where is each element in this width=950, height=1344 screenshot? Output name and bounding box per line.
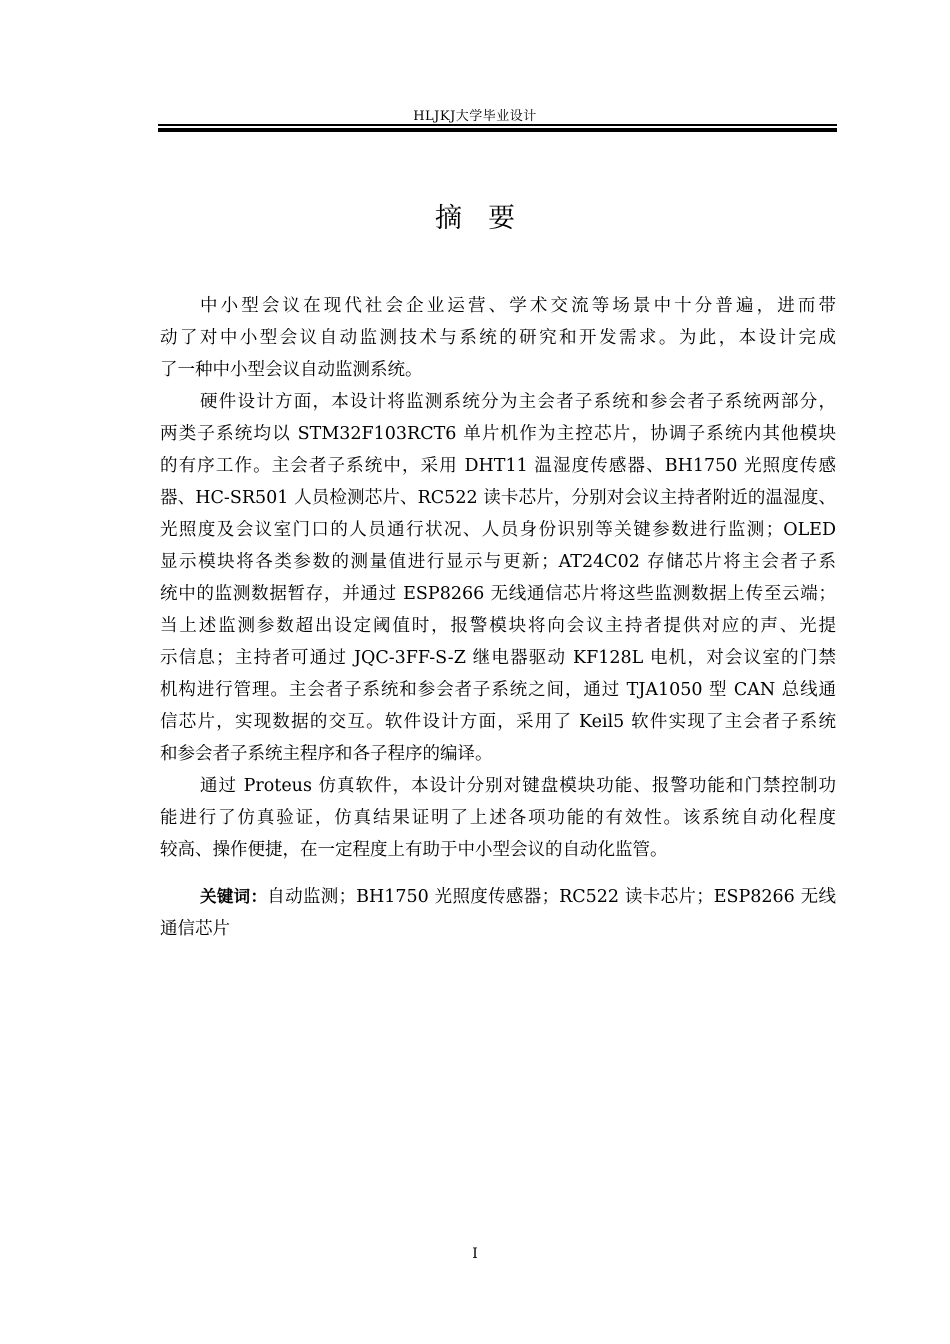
page-number: I — [472, 1246, 478, 1262]
text-line: 信芯片，实现数据的交互。软件设计方面，采用了 Keil5 软件实现了主会者子系统 — [160, 712, 836, 732]
text-line: 当上述监测参数超出设定阈值时，报警模块将向会议主持者提供对应的声、光提 — [160, 616, 836, 636]
text-line: 能进行了仿真验证，仿真结果证明了上述各项功能的有效性。该系统自动化程度 — [160, 808, 836, 828]
abstract-paragraph-1 — [160, 290, 836, 386]
text-line: 和参会者子系统主程序和各子程序的编译。 — [160, 744, 493, 764]
text-line: 动了对中小型会议自动监测技术与系统的研究和开发需求。为此，本设计完成 — [160, 328, 836, 348]
text-line: 了一种中小型会议自动监测系统。 — [160, 360, 423, 380]
running-header: HLJKJ大学毕业设计 — [413, 109, 537, 124]
text-line: 显示模块将各类参数的测量值进行显示与更新；AT24C02 存储芯片将主会者子系 — [160, 552, 836, 572]
text-line: 较高、操作便捷，在一定程度上有助于中小型会议的自动化监管。 — [160, 840, 668, 860]
text-line: 统中的监测数据暂存，并通过 ESP8266 无线通信芯片将这些监测数据上传至云端； — [160, 584, 836, 604]
text-line: 示信息；主持者可通过 JQC-3FF-S-Z 继电器驱动 KF128L 电机，对会议室的门禁 — [160, 648, 836, 668]
keywords — [160, 881, 836, 945]
keywords-label: 关键词： — [200, 887, 268, 906]
text-line: 两类子系统均以 STM32F103RCT6 单片机作为主控芯片，协调子系统内其他模块 — [160, 424, 836, 444]
abstract-paragraph-2 — [160, 386, 836, 770]
keywords-line: 通信芯片 — [160, 919, 230, 939]
keywords-line — [160, 881, 836, 913]
text-line: 硬件设计方面，本设计将监测系统分为主会者子系统和参会者子系统两部分， — [200, 392, 836, 412]
page-title: 摘要 — [435, 203, 541, 234]
text-line: 的有序工作。主会者子系统中，采用 DHT11 温湿度传感器、BH1750 光照度传感 — [160, 456, 836, 476]
text-line: 光照度及会议室门口的人员通行状况、人员身份识别等关键参数进行监测；OLED — [160, 520, 836, 540]
text-line: 机构进行管理。主会者子系统和参会者子系统之间，通过 TJA1050 型 CAN 总线通 — [160, 680, 836, 700]
text-line: 中小型会议在现代社会企业运营、学术交流等场景中十分普遍，进而带 — [200, 296, 836, 316]
header-rule-thin — [158, 124, 837, 126]
header-rule-thick — [158, 128, 837, 132]
text-line: 通过 Proteus 仿真软件，本设计分别对键盘模块功能、报警功能和门禁控制功 — [200, 776, 836, 796]
abstract-paragraph-3 — [160, 770, 836, 866]
keywords-text: 自动监测；BH1750 光照度传感器；RC522 读卡芯片；ESP8266 无线 — [267, 887, 837, 907]
text-line: 器、HC-SR501 人员检测芯片、RC522 读卡芯片，分别对会议主持者附近的温湿度、 — [160, 488, 836, 508]
